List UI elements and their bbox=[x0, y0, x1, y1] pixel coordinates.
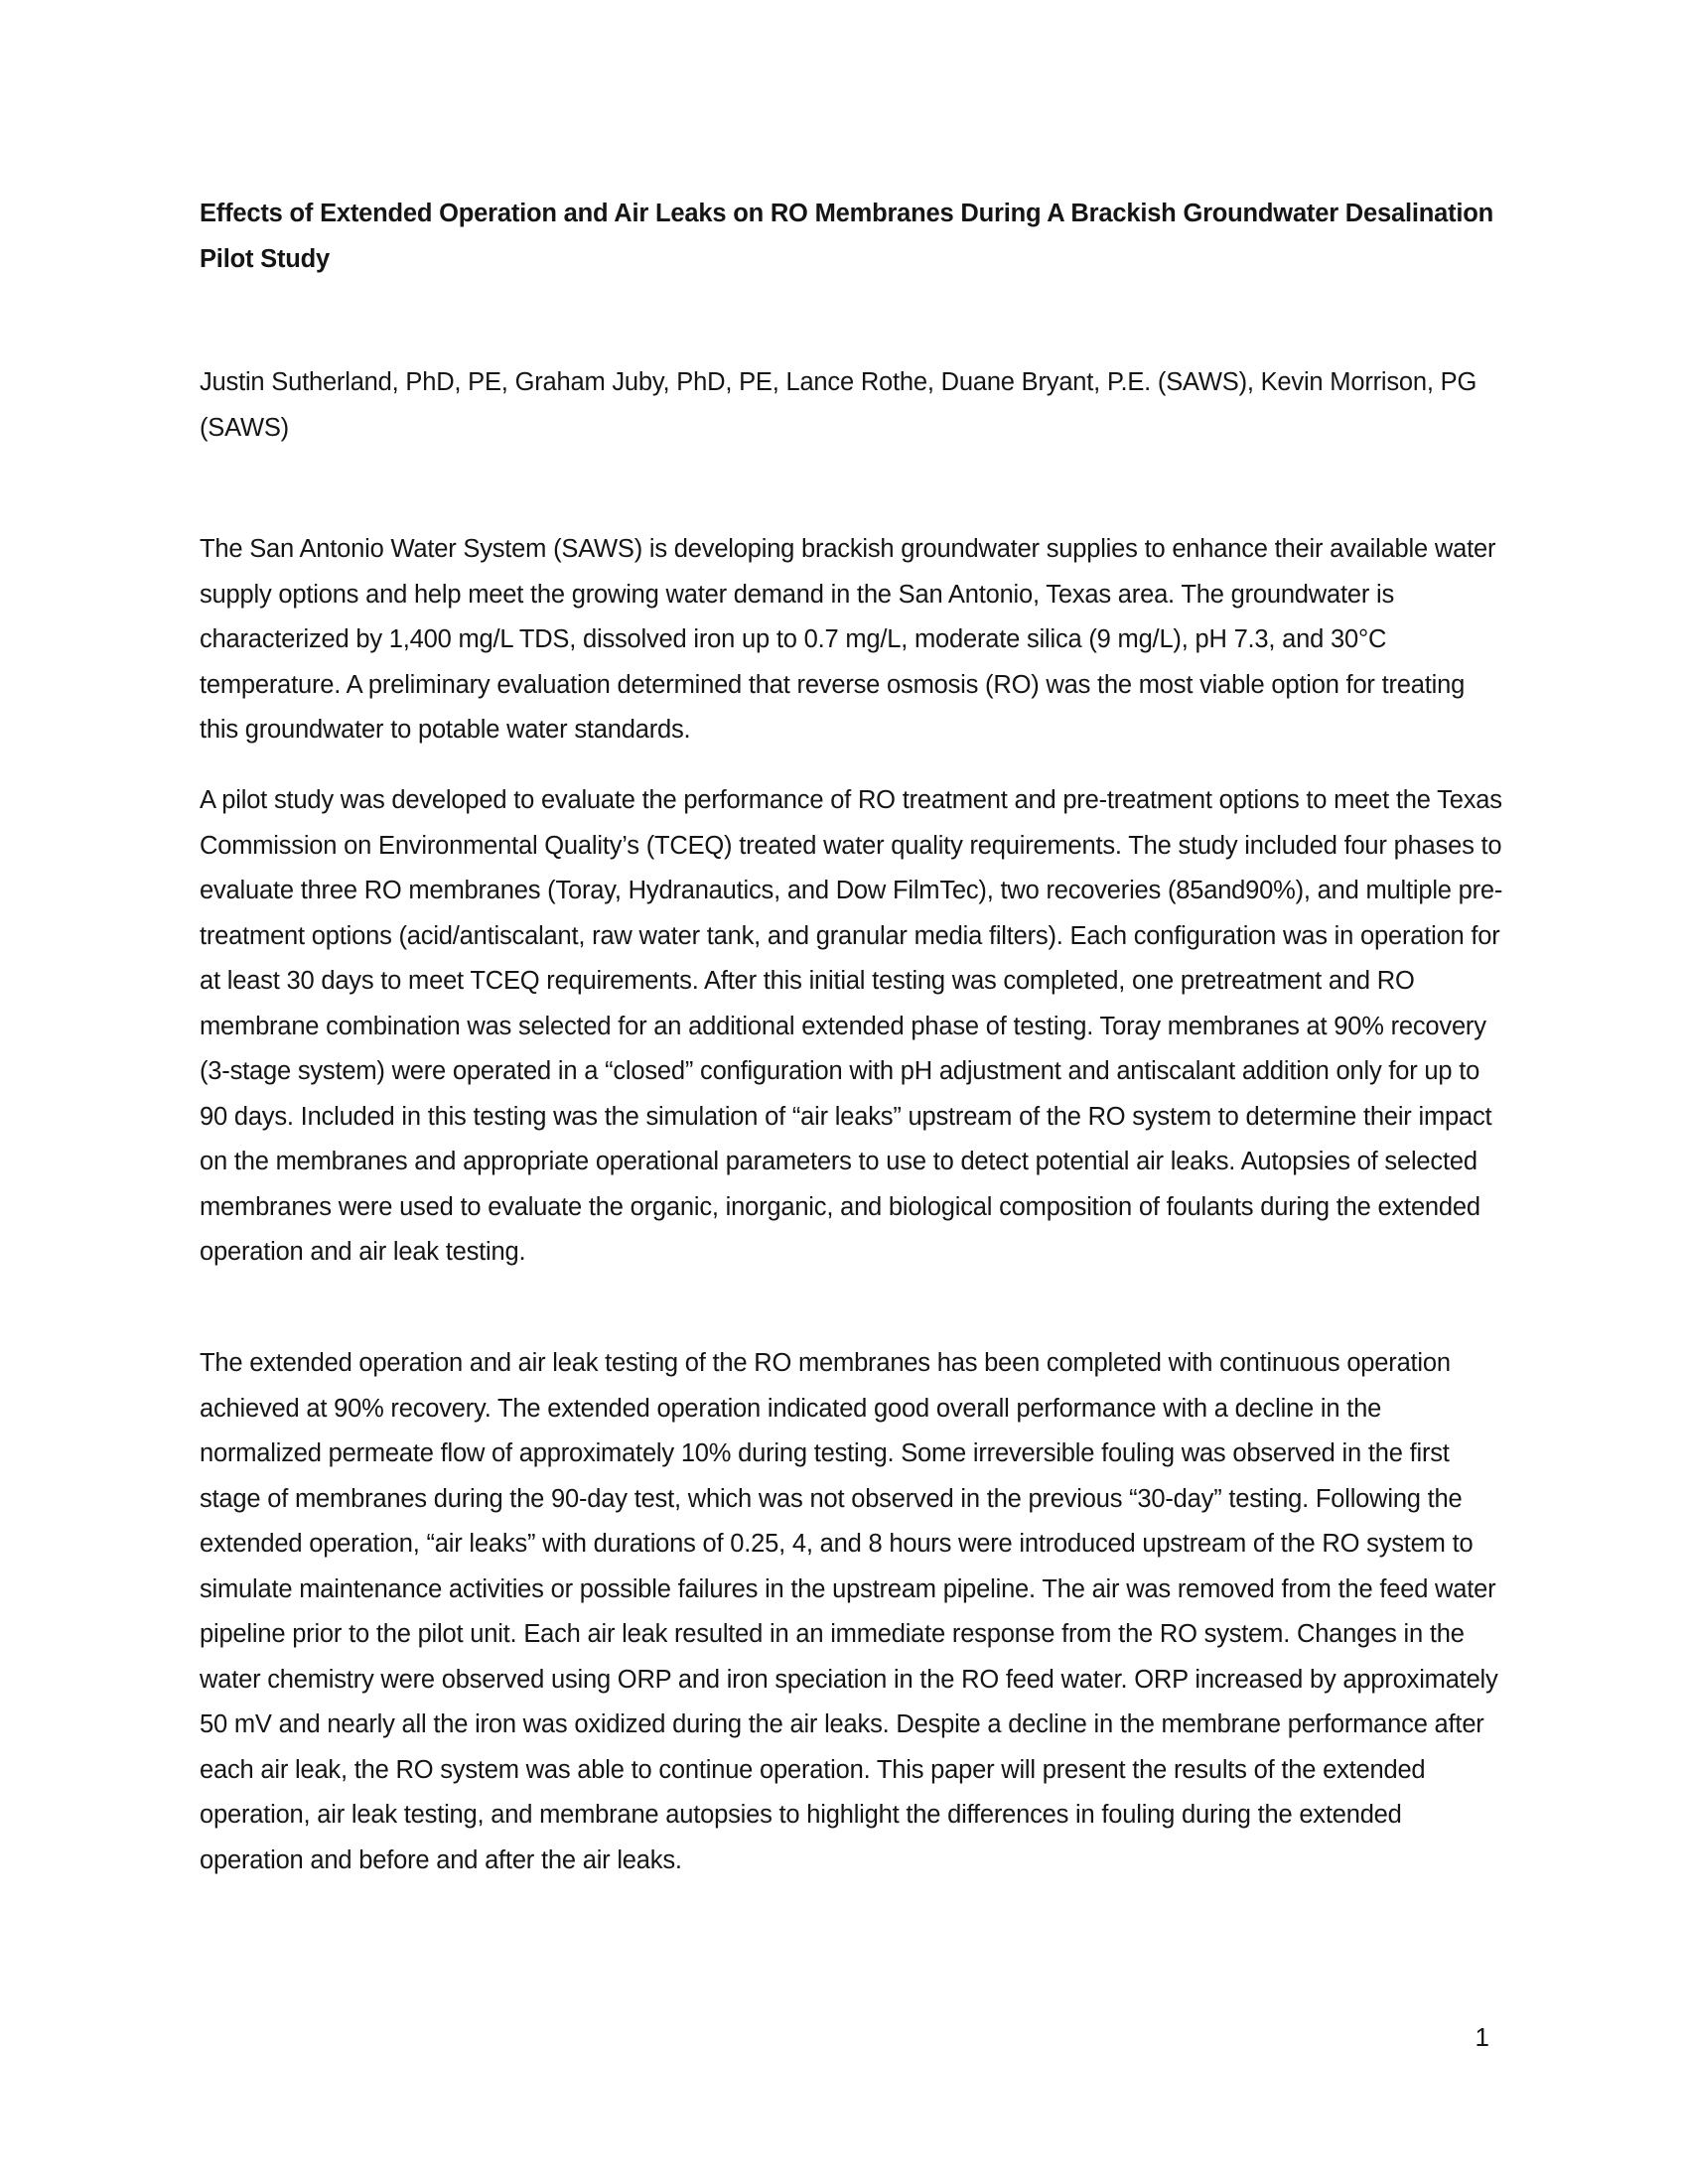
author-line: Justin Sutherland, PhD, PE, Graham Juby, PhD, PE, Lance Rothe, Duane Bryant, P.E. (SAWS), Kevin Morrison, PG (SAWS) bbox=[200, 368, 1477, 442]
abstract-paragraph-1: The San Antonio Water System (SAWS) is developing brackish groundwater supplies to enhance their available water supply options and help meet the growing water demand in the San Antonio, Texas area. The groundwater is characterized by 1,400 mg/L TDS, dissolved iron up to 0.7 mg/L, moderate silica (9 mg/L), pH 7.3, and 30°C temperature. A preliminary evaluation determined that reverse osmosis (RO) was the most viable option for treating this groundwater to potable water standards. bbox=[200, 535, 1496, 744]
paper-title: Effects of Extended Operation and Air Leaks on RO Membranes During A Brackish Groundwater Desalination Pilot Study bbox=[200, 200, 1494, 273]
page-number: 1 bbox=[1475, 2022, 1489, 2052]
abstract-paragraph-3: The extended operation and air leak testing of the RO membranes has been completed with continuous operation achieved at 90% recovery. The extended operation indicated good overall performance with a decline in the normalized permeate flow of approximately 10% during testing. Some irreversible fouling was observed in the first stage of membranes during the 90-day test, which was not observed in the previous “30-day” testing. Following the extended operation, “air leaks” with durations of 0.25, 4, and 8 hours were introduced upstream of the RO system to simulate maintenance activities or possible failures in the upstream pipeline. The air was removed from the feed water pipeline prior to the pilot unit. Each air leak resulted in an immediate response from the RO system. Changes in the water chemistry were observed using ORP and iron speciation in the RO feed water. ORP increased by approximately 50 mV and nearly all the iron was oxidized during the air leaks. Despite a decline in the membrane performance after each air leak, the RO system was able to continue operation. This paper will present the results of the extended operation, air leak testing, and membrane autopsies to highlight the differences in fouling during the extended operation and before and after the air leaks. bbox=[200, 1349, 1498, 1874]
abstract-paragraph-2: A pilot study was developed to evaluate the performance of RO treatment and pre-treatment options to meet the Texas Commission on Environmental Quality’s (TCEQ) treated water quality requirements. The study included four phases to evaluate three RO membranes (Toray, Hydranautics, and Dow FilmTec), two recoveries (85and90%), and multiple pre-treatment options (acid/antiscalant, raw water tank, and granular media filters). Each configuration was in operation for at least 30 days to meet TCEQ requirements. After this initial testing was completed, one pretreatment and RO membrane combination was selected for an additional extended phase of testing. Toray membranes at 90% recovery (3-stage system) were operated in a “closed” configuration with pH adjustment and antiscalant addition only for up to 90 days. Included in this testing was the simulation of “air leaks” upstream of the RO system to determine their impact on the membranes and appropriate operational parameters to use to detect potential air leaks. Autopsies of selected membranes were used to evaluate the organic, inorganic, and biological composition of foulants during the extended operation and air leak testing. bbox=[200, 786, 1503, 1266]
